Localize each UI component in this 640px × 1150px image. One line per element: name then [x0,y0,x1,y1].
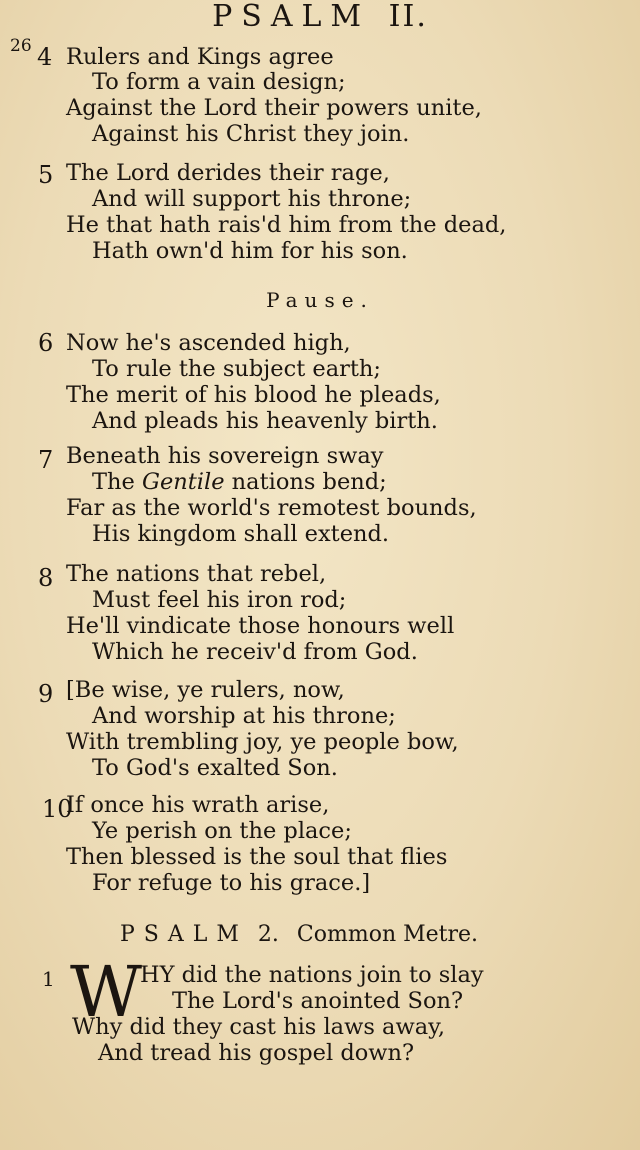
page-header [0,0,640,34]
italic-word: Gentile [141,469,225,495]
verse-number: 1 [42,967,55,991]
verse-line: With trembling joy, ye people bow, [66,729,459,755]
verse-line: Far as the world's remotest bounds, [66,495,477,521]
verse-line: To God's exalted Son. [92,755,338,781]
pause-heading: Pause. [266,288,374,312]
psalm-2-number: 2. [257,922,279,947]
verse-number: 4 [37,43,53,71]
verse-line: [Be wise, ye rulers, now, [66,677,345,703]
verse-line: Must feel his iron rod; [92,587,347,613]
verse-line: The Lord's anointed Son? [172,988,464,1014]
verse-line: He that hath rais'd him from the dead, [66,212,507,238]
verse-number: 6 [38,329,54,357]
verse-line: To rule the subject earth; [92,356,381,382]
header-title: PSALM [212,0,371,34]
verse-number: 9 [38,680,54,708]
verse-line: His kingdom shall extend. [92,521,390,547]
line-rest: nations bend; [231,469,387,495]
psalm-2-heading [120,922,478,947]
verse-number: 7 [38,446,54,474]
verse-line: Beneath his sovereign sway [66,443,384,469]
verse-line [92,469,387,495]
verse-number: 8 [38,564,54,592]
verse-line: The Lord derides their rage, [66,160,390,186]
verse-line: To form a vain design; [92,69,346,95]
verse-line: HY did the nations join to slay [140,962,484,988]
drop-cap: W [70,951,142,1033]
verse-line: Ye perish on the place; [92,818,352,844]
verse-line: Which he receiv'd from God. [92,639,418,665]
psalm-2-title: PSALM [120,922,248,947]
verse-line: Against the Lord their powers unite, [66,95,482,121]
verse-number: 10 [42,795,73,823]
verse-line: Then blessed is the soul that flies [66,844,448,870]
verse-line: And pleads his heavenly birth. [92,408,438,434]
verse-line: And will support his throne; [92,186,412,212]
verse-line: The nations that rebel, [66,561,327,587]
verse-number: 5 [38,161,54,189]
psalm-2-subtitle: Common Metre. [296,922,479,947]
line-prefix: The [92,469,135,495]
verse-line: And worship at his throne; [92,703,396,729]
header-number: II. [388,0,428,34]
page-number: 26 [10,36,32,56]
verse-line: Why did they cast his laws away, [72,1014,446,1040]
verse-line: For refuge to his grace.] [92,870,371,896]
verse-line: And tread his gospel down? [98,1040,415,1066]
verse-line: If once his wrath arise, [66,792,330,818]
verse-line: Rulers and Kings agree [66,44,334,70]
verse-line: Against his Christ they join. [92,121,410,147]
verse-line: Hath own'd him for his son. [92,238,408,264]
verse-line: The merit of his blood he pleads, [66,382,441,408]
verse-line: He'll vindicate those honours well [66,613,455,639]
verse-line: Now he's ascended high, [66,330,351,356]
